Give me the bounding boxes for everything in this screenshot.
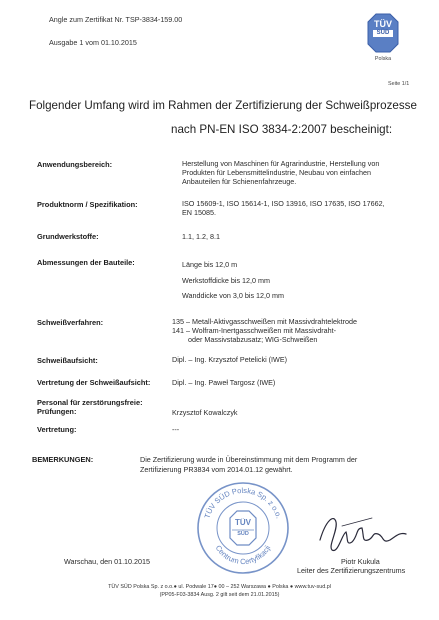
anwendung-line: Anbauteilen für Schienenfahrzeuge. bbox=[182, 177, 297, 186]
verfahren-line: 141 – Wolfram-Inertgasschweißen mit Massivdraht- bbox=[172, 326, 337, 335]
certificate-number: Angle zum Zertifikat Nr. TSP-3834-159.00 bbox=[49, 15, 183, 24]
grundwerkstoffe-value: 1.1, 1.2, 8.1 bbox=[182, 232, 220, 241]
verfahren-line: 135 – Metall-Aktivgasschweißen mit Massivdrahtelektrode bbox=[172, 317, 357, 326]
schweissverfahren-value bbox=[172, 317, 357, 344]
vertretung-label: Vertretung: bbox=[37, 425, 77, 434]
signer-name: Piotr Kukula bbox=[341, 557, 380, 566]
tuv-logo bbox=[367, 13, 399, 53]
title-line-1: Folgender Umfang wird im Rahmen der Zertifizierung der Schweißprozesse bbox=[29, 99, 417, 112]
bemerkungen-line-2: Zertifizierung PR3834 vom 2014.01.12 gewährt. bbox=[140, 465, 293, 474]
anwendung-value bbox=[182, 159, 379, 186]
stamp-outer-top: TÜV SÜD Polska Sp. z o.o. bbox=[202, 485, 284, 520]
produktnorm-line: ISO 15609-1, ISO 15614-1, ISO 13916, ISO 17635, ISO 17662, bbox=[182, 199, 385, 208]
verfahren-line: oder Massivstabzusatz; WIG-Schweißen bbox=[188, 335, 318, 344]
aufsicht-label: Schweißaufsicht: bbox=[37, 356, 98, 365]
abmessungen-value bbox=[182, 257, 284, 304]
stamp-center-top: TÜV bbox=[235, 518, 251, 527]
vertretung-value: --- bbox=[172, 425, 180, 434]
personal-value: Krzysztof Kowalczyk bbox=[172, 408, 238, 417]
stamp-seal-icon bbox=[196, 481, 290, 575]
abmessungen-line: Länge bis 12,0 m bbox=[182, 260, 238, 269]
bemerkungen-line-1: Die Zertifizierung wurde in Übereinstimmung mit dem Programm der bbox=[140, 455, 358, 464]
page-number: Seite 1/1 bbox=[388, 81, 410, 87]
logo-text: TÜV bbox=[374, 19, 392, 29]
footer-address: TÜV SÜD Polska Sp. z o.o.● ul. Podwale 17● 00 – 252 Warszawa ● Polska ● www.tuv-sud.pl bbox=[108, 584, 331, 590]
schweissverfahren-label: Schweißverfahren: bbox=[37, 318, 104, 327]
stamp-outer-bottom: Centrum Certyfikacji bbox=[213, 543, 273, 567]
produktnorm-value bbox=[182, 199, 385, 217]
company-stamp bbox=[196, 481, 290, 575]
handwritten-signature bbox=[312, 510, 412, 556]
anwendung-label: Anwendungsbereich: bbox=[37, 160, 113, 169]
personal-label-1: Personal für zerstörungsfreie: bbox=[37, 398, 143, 407]
place-date: Warschau, den 01.10.2015 bbox=[64, 557, 151, 566]
personal-label-2: Prüfungen: bbox=[37, 407, 77, 416]
bemerkungen-label: BEMERKUNGEN: bbox=[32, 455, 94, 464]
abmessungen-line: Wanddicke von 3,0 bis 12,0 mm bbox=[182, 291, 285, 300]
vertretung-aufsicht-label: Vertretung der Schweißaufsicht: bbox=[37, 378, 151, 387]
anwendung-line: Produkten für Lebensmittelindustrie, Neubau von einfachen bbox=[182, 168, 371, 177]
anwendung-line: Herstellung von Maschinen für Agrarindustrie, Herstellung von bbox=[182, 159, 380, 168]
footer-form-id: (PP05-F03-3834 Ausg. 2 gilt seit dem 21.01.2015) bbox=[159, 592, 280, 598]
aufsicht-value: Dipl. – Ing. Krzysztof Petelicki (IWE) bbox=[172, 355, 288, 364]
abmessungen-line: Werkstoffdicke bis 12,0 mm bbox=[182, 275, 271, 285]
logo-sub: SÜD bbox=[376, 30, 390, 36]
stamp-center-bottom: SÜD bbox=[237, 531, 249, 537]
logo-caption: Polska bbox=[374, 56, 392, 62]
title-line-2: nach PN-EN ISO 3834-2:2007 bescheinigt: bbox=[171, 123, 393, 136]
vertretung-aufsicht-value: Dipl. – Ing. Paweł Targosz (IWE) bbox=[172, 378, 276, 387]
abmessungen-label: Abmessungen der Bauteile: bbox=[37, 258, 135, 267]
issue-date: Ausgabe 1 vom 01.10.2015 bbox=[49, 38, 137, 47]
produktnorm-label: Produktnorm / Spezifikation: bbox=[37, 200, 138, 209]
grundwerkstoffe-label: Grundwerkstoffe: bbox=[37, 232, 99, 241]
signer-role: Leiter des Zertifizierungszentrums bbox=[297, 566, 406, 575]
produktnorm-line: EN 15085. bbox=[182, 208, 216, 217]
